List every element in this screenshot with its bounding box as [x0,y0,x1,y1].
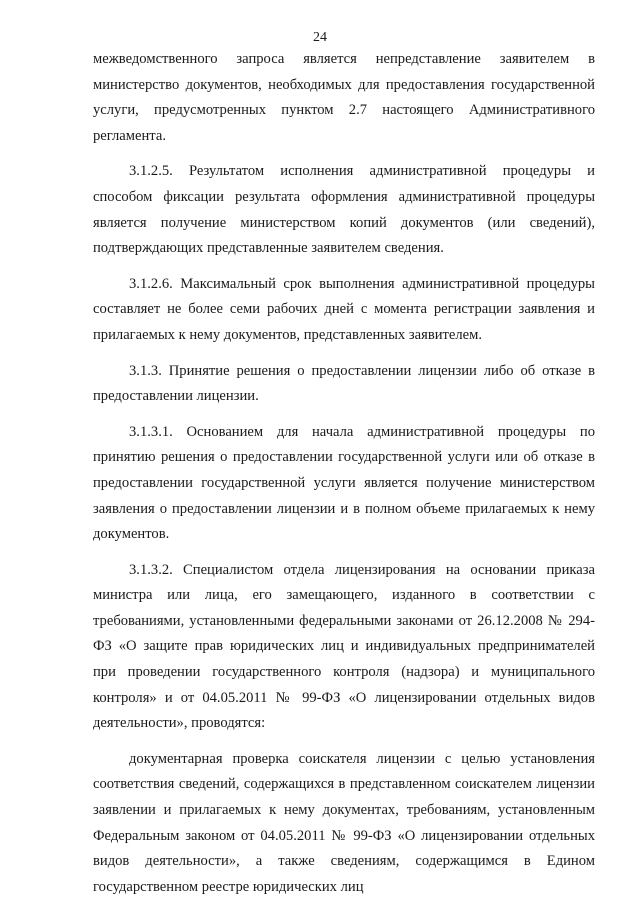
paragraph-3-1-3-1: 3.1.3.1. Основанием для начала административной процедуры по принятию решения о предоставлении государственной услуги или об отказе в предоставлении государственной услуги является получение министерством заявления о предоставлении лицензии и в полном объеме прилагаемых к нему документов. [93,423,595,543]
document-body [93,47,595,900]
paragraph-documentary-check: документарная проверка соискателя лицензии с целью установления соответствия сведений, содержащихся в представленном соискателем лицензии заявлении и прилагаемых к нему документах, требованиям, установленным Федеральным законом от 04.05.2011 № 99-ФЗ «О лицензировании отдельных видов деятельности», а также сведениям, содержащимся в Едином государственном реестре юридических лиц [93,750,595,895]
paragraph-intro-continuation: межведомственного запроса является непредставление заявителем в министерство документов, необходимых для предоставления государственной услуги, предусмотренных пунктом 2.7 настоящего Административного регламента. [93,51,595,144]
paragraph-3-1-3: 3.1.3. Принятие решения о предоставлении лицензии либо об отказе в предоставлении лицензии. [93,362,595,405]
page-number: 24 [313,30,327,45]
paragraph-3-1-2-5: 3.1.2.5. Результатом исполнения административной процедуры и способом фиксации результата оформления административной процедуры является получение министерством копий документов (или сведений), подтверждающих представленные заявителем сведения. [93,163,595,257]
paragraph-3-1-2-6: 3.1.2.6. Максимальный срок выполнения административной процедуры составляет не более семи рабочих дней с момента регистрации заявления и прилагаемых к нему документов, представленных заявителем. [93,275,595,343]
paragraph-3-1-3-2: 3.1.3.2. Специалистом отдела лицензирования на основании приказа министра или лица, его замещающего, изданного в соответствии с требованиями, установленными федеральными законами от 26.12.2008 № 294-ФЗ «О защите прав юридических лиц и индивидуальных предпринимателей при проведении государственного контроля (надзора) и муниципального контроля» и от 04.05.2011 № 99-ФЗ «О лицензировании отдельных видов деятельности», проводятся: [93,561,595,732]
